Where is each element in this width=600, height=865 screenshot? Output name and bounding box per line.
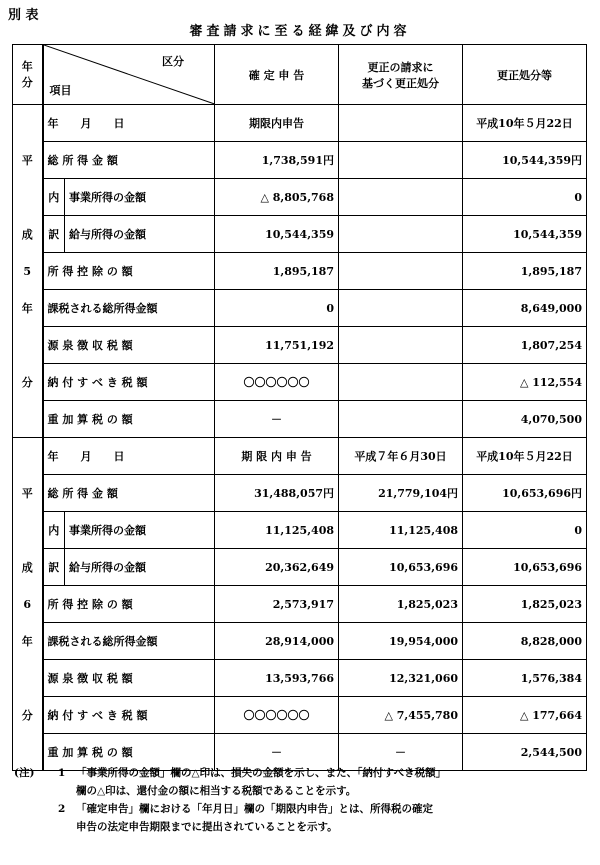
item-label: 総 所 得 金 額 [43, 475, 215, 512]
kosei-shobun-value: 10,653,696円 [463, 475, 587, 512]
kosei-shobun-value: 平成10年５月22日 [463, 105, 587, 142]
col2-line1: 更正の請求に [367, 60, 434, 74]
table-row [13, 623, 587, 660]
footnotes [14, 764, 586, 836]
document-title: 審査請求に至る経緯及び内容 [189, 24, 411, 39]
kosei-seikyu-value: 10,653,696 [339, 549, 463, 586]
table-row [13, 364, 587, 401]
kosei-seikyu-value: 平成７年６月30日 [339, 438, 463, 475]
year-cell [13, 438, 43, 475]
item-label: 所 得 控 除 の 額 [43, 586, 215, 623]
year-cell [13, 401, 43, 438]
year-cell [13, 179, 43, 216]
kosei-shobun-value: 10,544,359円 [463, 142, 587, 179]
kosei-shobun-value: 8,649,000 [463, 290, 587, 327]
year-cell [13, 512, 43, 549]
table-row [13, 142, 587, 179]
year-cell: 5 [13, 253, 43, 290]
breakdown-label: 内 [43, 512, 65, 549]
breakdown-label: 訳 [43, 216, 65, 253]
item-label: 納 付 す べ き 税 額 [43, 364, 215, 401]
kakutei-value: 28,914,000 [215, 623, 339, 660]
kosei-seikyu-value [339, 253, 463, 290]
year-header-line2: 分 [21, 75, 33, 89]
kosei-seikyu-value [339, 401, 463, 438]
note-1 [14, 764, 586, 782]
item-label: 課税される総所得金額 [43, 623, 215, 660]
kakutei-value: 1,738,591円 [215, 142, 339, 179]
kosei-shobun-value: 1,825,023 [463, 586, 587, 623]
item-label: 給与所得の金額 [65, 549, 215, 586]
note-1-cont [14, 782, 586, 800]
item-label: 重 加 算 税 の 額 [43, 734, 215, 771]
kakutei-value: 11,751,192 [215, 327, 339, 364]
kakutei-value: － [215, 401, 339, 438]
item-label: 所 得 控 除 の 額 [43, 253, 215, 290]
kakutei-value: 0 [215, 290, 339, 327]
kosei-shobun-value: 10,544,359 [463, 216, 587, 253]
year-cell: 分 [13, 697, 43, 734]
note-2 [14, 800, 586, 818]
kakutei-value: － [215, 734, 339, 771]
year-cell: 6 [13, 586, 43, 623]
kosei-shobun-value: 2,544,500 [463, 734, 587, 771]
table-row [13, 216, 587, 253]
item-label: 事業所得の金額 [65, 512, 215, 549]
year-cell: 成 [13, 549, 43, 586]
kosei-shobun-value: 1,576,384 [463, 660, 587, 697]
kosei-seikyu-value: △ 7,455,780 [339, 697, 463, 734]
col-header-kosei-seikyu [339, 45, 463, 105]
kosei-shobun-value: △ 112,554 [463, 364, 587, 401]
table-row [13, 401, 587, 438]
item-label: 課税される総所得金額 [43, 290, 215, 327]
year-cell: 年 [13, 290, 43, 327]
table-row [13, 290, 587, 327]
kosei-seikyu-value: 1,825,023 [339, 586, 463, 623]
kosei-seikyu-value: 21,779,104円 [339, 475, 463, 512]
item-label: 総 所 得 金 額 [43, 142, 215, 179]
appendix-label: 別 表 [8, 8, 39, 23]
kakutei-value: 13,593,766 [215, 660, 339, 697]
year-cell: 平 [13, 142, 43, 179]
item-label: 納 付 す べ き 税 額 [43, 697, 215, 734]
year-cell: 年 [13, 623, 43, 660]
kosei-shobun-value: 8,828,000 [463, 623, 587, 660]
note-2-cont [14, 818, 586, 836]
kosei-seikyu-value [339, 105, 463, 142]
col-header-kosei-shobun: 更正処分等 [463, 45, 587, 105]
kakutei-value: 〇〇〇〇〇〇 [215, 364, 339, 401]
kosei-seikyu-value: 12,321,060 [339, 660, 463, 697]
kosei-seikyu-value: － [339, 734, 463, 771]
table-row [13, 660, 587, 697]
table-header-row [13, 45, 587, 105]
kosei-shobun-value: 1,807,254 [463, 327, 587, 364]
year-cell: 分 [13, 364, 43, 401]
kosei-shobun-value: △ 177,664 [463, 697, 587, 734]
item-label: 事業所得の金額 [65, 179, 215, 216]
table-row [13, 475, 587, 512]
note-1-number: 1 [58, 767, 66, 779]
kosei-seikyu-value [339, 179, 463, 216]
table-row [13, 549, 587, 586]
kakutei-value: 11,125,408 [215, 512, 339, 549]
col2-line2: 基づく更正処分 [362, 76, 439, 90]
kosei-shobun-value: 10,653,696 [463, 549, 587, 586]
table-row [13, 586, 587, 623]
kakutei-value: 期 限 内 申 告 [215, 438, 339, 475]
year-cell [13, 105, 43, 142]
kosei-seikyu-value: 19,954,000 [339, 623, 463, 660]
kakutei-value: 1,895,187 [215, 253, 339, 290]
komoku-label: 項目 [49, 84, 72, 97]
item-label: 年 月 日 [43, 105, 215, 142]
kakutei-value: 期限内申告 [215, 105, 339, 142]
note-2-number: 2 [58, 803, 66, 815]
notes-label: (注) [14, 767, 35, 779]
kakutei-value: 〇〇〇〇〇〇 [215, 697, 339, 734]
kosei-seikyu-value [339, 290, 463, 327]
kakutei-value: 10,544,359 [215, 216, 339, 253]
note-1-line1: 「事業所得の金額」欄の△印は、損失の金額を示し、また、「納付すべき税額」 [76, 767, 447, 779]
kosei-seikyu-value [339, 216, 463, 253]
breakdown-label: 内 [43, 179, 65, 216]
table-row [13, 327, 587, 364]
year-header [13, 45, 43, 105]
item-label: 重 加 算 税 の 額 [43, 401, 215, 438]
item-label: 給与所得の金額 [65, 216, 215, 253]
kakutei-value: 2,573,917 [215, 586, 339, 623]
kosei-seikyu-value [339, 142, 463, 179]
kakutei-value: 20,362,649 [215, 549, 339, 586]
history-table [12, 44, 587, 771]
kakutei-value: 31,488,057円 [215, 475, 339, 512]
kosei-seikyu-value [339, 364, 463, 401]
table-row [13, 105, 587, 142]
item-label: 源 泉 徴 収 税 額 [43, 660, 215, 697]
note-1-line2: 欄の△印は、還付金の額に相当する税額であることを示す。 [76, 785, 357, 797]
kosei-seikyu-value: 11,125,408 [339, 512, 463, 549]
year-cell: 平 [13, 475, 43, 512]
kubun-komoku-header [43, 45, 215, 105]
kosei-shobun-value: 1,895,187 [463, 253, 587, 290]
kubun-label: 区分 [162, 55, 184, 68]
kosei-shobun-value: 平成10年５月22日 [463, 438, 587, 475]
year-header-line1: 年 [21, 59, 33, 73]
kosei-shobun-value: 0 [463, 512, 587, 549]
table-row [13, 179, 587, 216]
table-row [13, 253, 587, 290]
kosei-shobun-value: 4,070,500 [463, 401, 587, 438]
year-cell: 成 [13, 216, 43, 253]
table-row [13, 512, 587, 549]
table-row [13, 438, 587, 475]
kosei-shobun-value: 0 [463, 179, 587, 216]
year-cell [13, 327, 43, 364]
kosei-seikyu-value [339, 327, 463, 364]
note-2-line2: 申告の法定申告期限までに提出されていることを示す。 [76, 821, 338, 833]
year-cell [13, 660, 43, 697]
item-label: 年 月 日 [43, 438, 215, 475]
col-header-kakutei: 確 定 申 告 [215, 45, 339, 105]
table-row [13, 697, 587, 734]
note-2-line1: 「確定申告」欄における「年月日」欄の「期限内申告」とは、所得税の確定 [76, 803, 433, 815]
item-label: 源 泉 徴 収 税 額 [43, 327, 215, 364]
breakdown-label: 訳 [43, 549, 65, 586]
kakutei-value: △ 8,805,768 [215, 179, 339, 216]
